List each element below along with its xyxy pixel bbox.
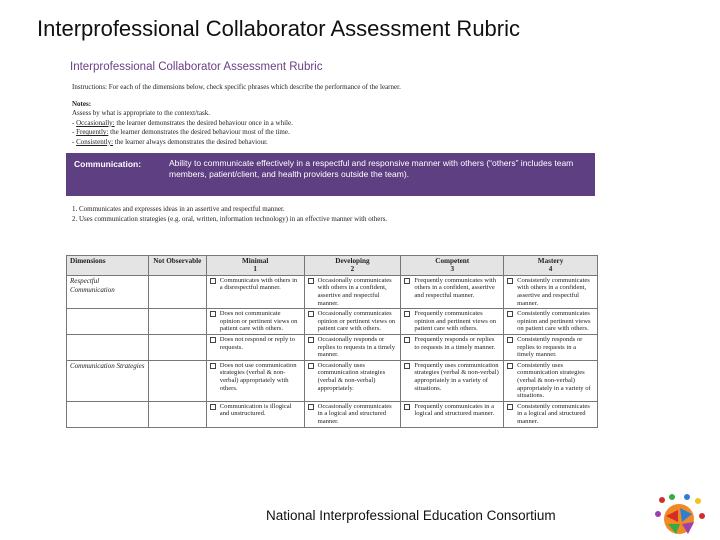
note-text: the learner demonstrates the desired behaviour once in a while. [114, 118, 293, 127]
rubric-cell [504, 401, 598, 427]
rubric-cell-text: Occasionally uses communication strategies (verbal & non-verbal) appropriately. [317, 361, 386, 392]
checkbox-icon[interactable] [308, 404, 314, 410]
rubric-document [66, 55, 600, 505]
rubric-cell [401, 334, 504, 360]
dimension-cell: Respectful Communication [67, 275, 149, 308]
checkbox-icon[interactable] [404, 278, 410, 284]
header-mastery: Mastery 4 [504, 256, 598, 276]
checkbox-icon[interactable] [404, 404, 410, 410]
rubric-cell-text: Communicates with others in a disrespectful manner. [219, 276, 298, 292]
table-header-row [67, 256, 598, 276]
rubric-cell-text: Does not respond or reply to requests. [219, 335, 296, 351]
checkbox-icon[interactable] [404, 311, 410, 317]
rubric-cell-text: Consistently communicates opinion and pertinent views on patient care with others. [517, 310, 591, 333]
checkbox-icon[interactable] [507, 278, 513, 284]
rubric-cell [504, 309, 598, 335]
checkbox-icon[interactable] [308, 278, 314, 284]
rubric-cell-text: Occasionally communicates in a logical and structured manner. [317, 402, 392, 425]
checkbox-icon[interactable] [507, 404, 513, 410]
dimension-cell: Communication Strategies [67, 360, 149, 401]
rubric-cell-text: Frequently responds or replies to requests in a timely manner. [414, 335, 496, 351]
rubric-cell [401, 401, 504, 427]
rubric-table [66, 255, 598, 428]
rubric-cell-text: Occasionally communicates opinion or pertinent views on patient care with others. [317, 310, 396, 333]
checkbox-icon[interactable] [210, 278, 216, 284]
not-observable-cell [148, 401, 206, 427]
checkbox-icon[interactable] [210, 337, 216, 343]
rubric-cell [504, 334, 598, 360]
rubric-cell-text: Consistently uses communication strategies (verbal & non-verbal) appropriately in a variety of situations. [517, 361, 591, 400]
checkbox-icon[interactable] [210, 311, 216, 317]
communication-label: Communication: [74, 159, 142, 170]
rubric-cell-text: Occasionally responds or replies to requests in a timely manner. [317, 335, 396, 359]
rubric-cell [206, 309, 304, 335]
rubric-cell [304, 309, 401, 335]
rubric-cell-text: Occasionally communicates with others in a confident, assertive and respectful manner. [317, 276, 392, 307]
rubric-cell [206, 401, 304, 427]
header-developing: Developing 2 [304, 256, 401, 276]
rubric-cell-text: Does not communicate opinion or pertinent views on patient care with others. [219, 310, 298, 333]
slide-title: Interprofessional Collaborator Assessment Rubric [37, 16, 521, 41]
communication-banner [66, 153, 595, 196]
rubric-cell [206, 334, 304, 360]
table-row [67, 360, 598, 401]
header-dimensions: Dimensions [67, 256, 149, 276]
rubric-cell [401, 309, 504, 335]
table-row [67, 334, 598, 360]
rubric-cell-text: Consistently responds or replies to requests in a timely manner. [517, 335, 583, 359]
checkbox-icon[interactable] [210, 404, 216, 410]
list-item: 2. Uses communication strategies (e.g. oral, written, information technology) in an effective manner with others. [72, 214, 388, 223]
note-text: the learner always demonstrates the desired behaviour. [113, 137, 268, 146]
checkbox-icon[interactable] [404, 363, 410, 369]
checkbox-icon[interactable] [308, 337, 314, 343]
footer-text: National Interprofessional Education Consortium [266, 508, 556, 523]
rubric-cell-text: Consistently communicates with others in a confident, assertive and respectful manner. [517, 276, 590, 307]
checkbox-icon[interactable] [507, 337, 513, 343]
header-not-observable: Not Observable [148, 256, 206, 276]
rubric-cell [304, 334, 401, 360]
document-title: Interprofessional Collaborator Assessment Rubric [70, 61, 323, 73]
table-row [67, 275, 598, 308]
rubric-cell-text: Frequently communicates with others in a confident, assertive and respectful manner. [414, 276, 497, 299]
table-row [67, 401, 598, 427]
note-item: - Consistently: the learner always demonstrates the desired behaviour. [72, 137, 268, 146]
rubric-cell [504, 275, 598, 308]
checkbox-icon[interactable] [308, 363, 314, 369]
rubric-cell-text: Communication is illogical and unstructured. [219, 402, 292, 418]
not-observable-cell [148, 275, 206, 308]
rubric-cell-text: Frequently uses communication strategies (verbal & non-verbal) appropriately in a variety of situations. [414, 361, 499, 392]
rubric-cell-text: Does not use communication strategies (verbal & non-verbal) appropriately with others. [219, 361, 297, 392]
header-minimal: Minimal 1 [206, 256, 304, 276]
checkbox-icon[interactable] [404, 337, 410, 343]
not-observable-cell [148, 360, 206, 401]
rubric-cell [206, 275, 304, 308]
note-item: - Occasionally: the learner demonstrates the desired behaviour once in a while. [72, 118, 293, 127]
list-item: 1. Communicates and expresses ideas in an assertive and respectful manner. [72, 205, 285, 214]
notes-heading: Notes: [72, 100, 92, 108]
dimension-cell [67, 309, 149, 335]
not-observable-cell [148, 334, 206, 360]
rubric-cell [206, 360, 304, 401]
puzzle-people-logo-icon [652, 492, 706, 538]
dimension-cell [67, 401, 149, 427]
rubric-cell-text: Frequently communicates in a logical and structured manner. [414, 402, 495, 418]
note-term: Consistently: [76, 137, 114, 146]
checkbox-icon[interactable] [507, 311, 513, 317]
rubric-cell [304, 360, 401, 401]
rubric-cell-text: Frequently communicates opinion and pertinent views on patient care with others. [414, 310, 497, 333]
checkbox-icon[interactable] [210, 363, 216, 369]
rubric-cell [401, 360, 504, 401]
note-term: Occasionally: [76, 118, 115, 127]
rubric-cell [304, 401, 401, 427]
rubric-cell [304, 275, 401, 308]
not-observable-cell [148, 309, 206, 335]
rubric-cell [401, 275, 504, 308]
instructions-text: Instructions: For each of the dimensions below, check specific phrases which describe the performance of the learner. [72, 83, 401, 91]
competency-list [72, 205, 600, 224]
checkbox-icon[interactable] [507, 363, 513, 369]
rubric-cell-text: Consistently communicates in a logical and structured manner. [517, 402, 590, 425]
note-term: Frequently: [76, 128, 109, 137]
dimension-cell [67, 334, 149, 360]
header-competent: Competent 3 [401, 256, 504, 276]
table-row [67, 309, 598, 335]
rubric-cell [504, 360, 598, 401]
notes-section [72, 100, 600, 147]
note-text: the learner demonstrates the desired behaviour most of the time. [108, 128, 290, 137]
note-item: - Frequently: the learner demonstrates the desired behaviour most of the time. [72, 128, 290, 137]
communication-description: Ability to communicate effectively in a respectful and responsive manner with others (“others” includes team members, patient/client, and health providers outside the team). [169, 158, 574, 179]
notes-line: Assess by what is appropriate to the context/task. [72, 109, 211, 118]
checkbox-icon[interactable] [308, 311, 314, 317]
